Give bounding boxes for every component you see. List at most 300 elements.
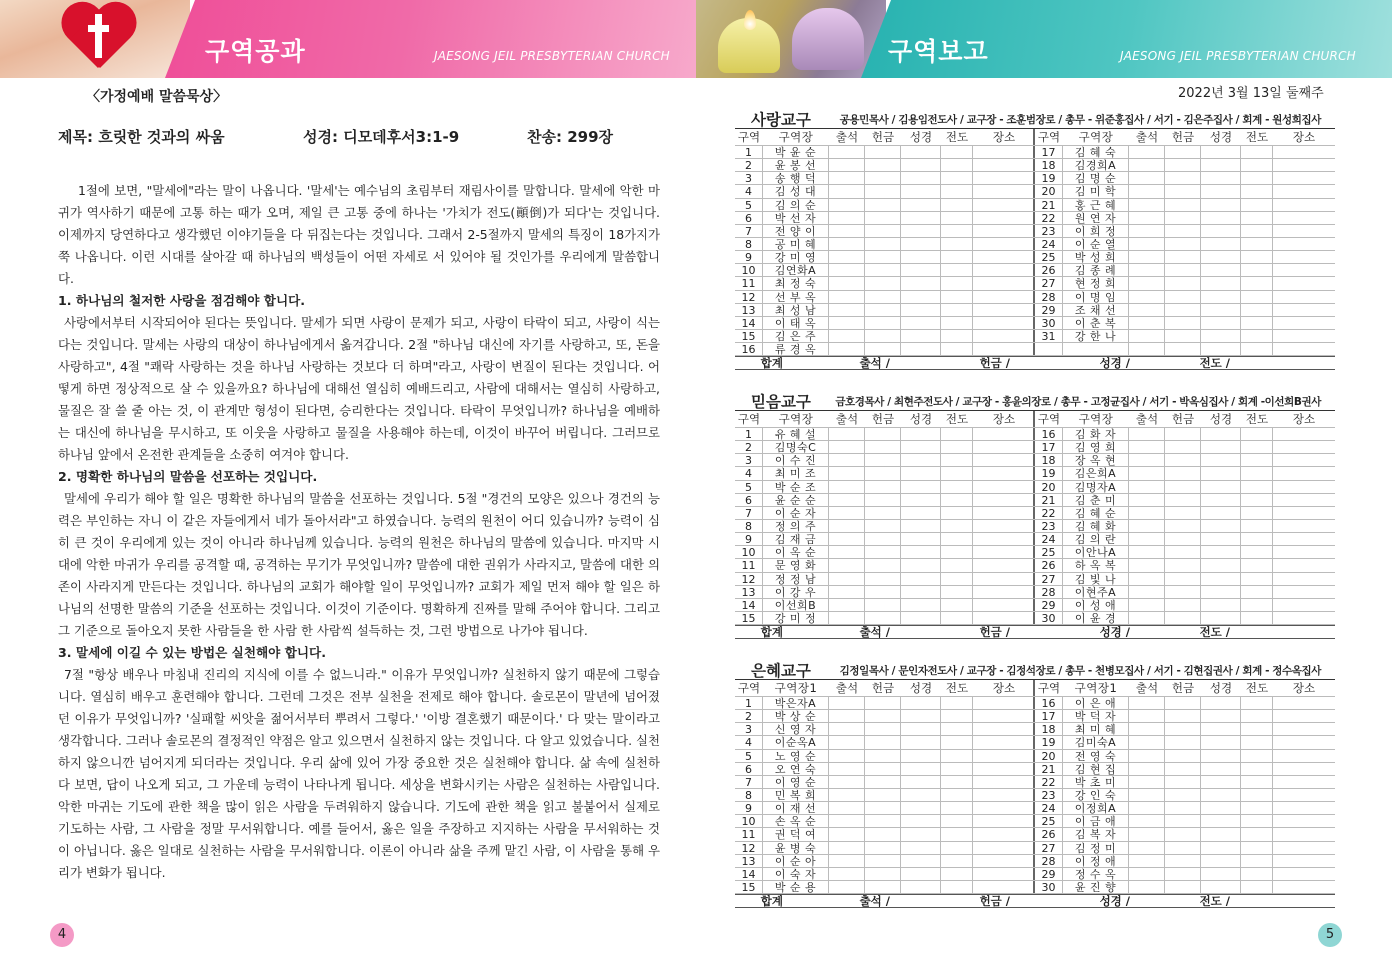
district-number: 17 [1035, 146, 1063, 159]
blank-cell [1165, 277, 1201, 290]
blank-cell [1241, 454, 1273, 467]
column-header: 헌금 [865, 411, 901, 428]
blank-cell [901, 868, 941, 881]
summary-total: 합계 [760, 894, 783, 909]
blank-cell [1273, 842, 1335, 855]
blank-cell [829, 802, 865, 815]
district-number: 26 [1035, 264, 1063, 277]
district-number: 25 [1035, 251, 1063, 264]
leader-name: 신 영 자 [763, 723, 829, 736]
district-number: 12 [735, 842, 763, 855]
blank-cell [973, 868, 1035, 881]
district-number: 4 [735, 467, 763, 480]
leader-name: 이 금 애 [1063, 815, 1129, 828]
blank-cell [1201, 533, 1241, 546]
leader-name: 손 옥 순 [763, 815, 829, 828]
blank-cell [1273, 750, 1335, 763]
blank-cell [1273, 467, 1335, 480]
heart-hands-image [0, 0, 190, 78]
blank-cell [1165, 546, 1201, 559]
summary-evangelism: 전도 / [1199, 356, 1230, 371]
district-officers: 김정일목사 / 문인자전도사 / 교구장 - 김정석장로 / 총무 - 천병모집사 / 서기 - 김현집권사 / 회계 - 정수옥집사 [839, 665, 1321, 677]
blank-cell [1273, 291, 1335, 304]
blank-cell [829, 185, 865, 198]
table-row [735, 573, 1033, 586]
blank-cell [1273, 776, 1335, 789]
blank-cell [973, 428, 1035, 441]
blank-cell [1273, 612, 1335, 625]
table-row [1035, 277, 1335, 290]
blank-cell [1129, 304, 1165, 317]
column-header: 전도 [941, 129, 973, 146]
blank-cell [941, 441, 973, 454]
blank-cell [1129, 264, 1165, 277]
blank-cell [973, 710, 1035, 723]
summary-bible: 성경 / [1099, 356, 1130, 371]
blank-cell [1129, 454, 1165, 467]
blank-cell [941, 159, 973, 172]
leader-name: 이 성 애 [1063, 599, 1129, 612]
blank-cell [901, 842, 941, 855]
blank-cell [941, 277, 973, 290]
leader-name: 김 혜 숙 [1063, 146, 1129, 159]
flame-icon [744, 10, 756, 30]
blank-cell [901, 343, 941, 356]
blank-cell [1273, 304, 1335, 317]
district-number: 7 [735, 776, 763, 789]
blank-cell [1129, 710, 1165, 723]
leader-name: 오 연 숙 [763, 763, 829, 776]
table-row [735, 520, 1033, 533]
district-number: 18 [1035, 454, 1063, 467]
table-row [1035, 533, 1335, 546]
table-row [1035, 212, 1335, 225]
table-row [1035, 789, 1335, 802]
table-row [735, 599, 1033, 612]
blank-cell [1165, 723, 1201, 736]
district-number: 19 [1035, 467, 1063, 480]
blank-cell [1241, 225, 1273, 238]
leader-name: 윤 순 순 [763, 494, 829, 507]
district-number: 6 [735, 494, 763, 507]
blank-cell [1201, 428, 1241, 441]
blank-cell [1273, 199, 1335, 212]
blank-cell [1129, 855, 1165, 868]
blank-cell [1129, 317, 1165, 330]
blank-cell [865, 441, 901, 454]
table-row [1035, 763, 1335, 776]
leader-name: 김명자A [1063, 481, 1129, 494]
blank-cell [1241, 586, 1273, 599]
blank-cell [1165, 225, 1201, 238]
blank-cell [941, 185, 973, 198]
blank-cell [941, 454, 973, 467]
blank-cell [1129, 441, 1165, 454]
column-header: 전도 [941, 680, 973, 697]
column-header: 성경 [1201, 411, 1241, 428]
table-row [735, 251, 1033, 264]
blank-cell [829, 494, 865, 507]
blank-cell [901, 277, 941, 290]
blank-cell [973, 343, 1035, 356]
blank-cell [1273, 251, 1335, 264]
blank-cell [1165, 802, 1201, 815]
blank-cell [1165, 868, 1201, 881]
column-header: 출석 [1129, 680, 1165, 697]
blank-cell [1241, 789, 1273, 802]
table-row [735, 277, 1033, 290]
table-row [1035, 317, 1335, 330]
summary-offering: 헌금 / [979, 356, 1010, 371]
blank-cell [973, 277, 1035, 290]
blank-cell [1273, 697, 1335, 710]
summary-row [735, 356, 1335, 370]
column-header: 구역 [1035, 129, 1063, 146]
blank-cell [1201, 291, 1241, 304]
district-officers: 금호경목사 / 최현주전도사 / 교구장 - 홍윤의장로 / 총무 - 고정균집사 / 서기 - 박옥심집사 / 회계 -이선희B권사 [835, 396, 1321, 408]
leader-name: 전 양 이 [763, 225, 829, 238]
district-number: 10 [735, 815, 763, 828]
district-number: 1 [735, 146, 763, 159]
table-row [735, 612, 1033, 625]
blank-cell [941, 264, 973, 277]
column-header: 장소 [973, 680, 1035, 697]
table-row [735, 546, 1033, 559]
leader-name: 하 옥 복 [1063, 559, 1129, 572]
church-name: JAESONG JEIL PRESBYTERIAN CHURCH [1120, 49, 1356, 63]
blank-cell [1165, 317, 1201, 330]
blank-cell [941, 317, 973, 330]
blank-cell [865, 842, 901, 855]
district-number: 24 [1035, 533, 1063, 546]
blank-cell [1201, 842, 1241, 855]
section-title: 구역공과 [205, 37, 306, 66]
district-number: 11 [735, 559, 763, 572]
district-name: 은혜교구 [751, 662, 811, 680]
table-row [735, 559, 1033, 572]
table-row [735, 238, 1033, 251]
table-row [735, 441, 1033, 454]
leader-name: 이 은 애 [1063, 697, 1129, 710]
blank-cell [865, 573, 901, 586]
blank-cell [1129, 343, 1165, 356]
district-officers: 공용민목사 / 김용임전도사 / 교구장 - 조훈범장로 / 총무 - 위준홍집사 / 서기 - 김은주집사 / 회계 - 원성희집사 [839, 114, 1321, 126]
leader-name: 김 현 집 [1063, 763, 1129, 776]
blank-cell [1273, 481, 1335, 494]
district-header [735, 391, 1335, 411]
blank-cell [1273, 586, 1335, 599]
table-half [1035, 411, 1335, 625]
blank-cell [901, 789, 941, 802]
blank-cell [1273, 815, 1335, 828]
blank-cell [865, 881, 901, 894]
blank-cell [1273, 238, 1335, 251]
blank-cell [941, 815, 973, 828]
blank-cell [901, 467, 941, 480]
table-row [735, 481, 1033, 494]
blank-cell [865, 343, 901, 356]
blank-cell [1201, 199, 1241, 212]
blank-cell [1241, 185, 1273, 198]
blank-cell [1241, 710, 1273, 723]
blank-cell [1165, 199, 1201, 212]
summary-attendance: 출석 / [859, 356, 890, 371]
table-half [1035, 129, 1335, 356]
district-number: 5 [735, 199, 763, 212]
table-row [735, 586, 1033, 599]
blank-cell [1129, 723, 1165, 736]
blank-cell [865, 467, 901, 480]
blank-cell [1273, 277, 1335, 290]
district-number: 7 [735, 225, 763, 238]
blank-cell [941, 559, 973, 572]
blank-cell [941, 291, 973, 304]
blank-cell [829, 264, 865, 277]
blank-cell [1201, 317, 1241, 330]
blank-cell [1241, 264, 1273, 277]
column-header: 헌금 [1165, 411, 1201, 428]
blank-cell [1241, 494, 1273, 507]
blank-cell [901, 802, 941, 815]
table-row [735, 428, 1033, 441]
blank-cell [865, 533, 901, 546]
district-number: 22 [1035, 212, 1063, 225]
blank-cell [901, 815, 941, 828]
district-number: 10 [735, 264, 763, 277]
district-number: 17 [1035, 441, 1063, 454]
column-header: 구역장 [1063, 411, 1129, 428]
district-number: 28 [1035, 855, 1063, 868]
table-header-row [1035, 680, 1335, 697]
blank-cell [1273, 185, 1335, 198]
blank-cell [865, 172, 901, 185]
blank-cell [829, 520, 865, 533]
blank-cell [829, 172, 865, 185]
blank-cell [973, 855, 1035, 868]
column-header: 성경 [1201, 129, 1241, 146]
blank-cell [829, 776, 865, 789]
column-header: 헌금 [865, 129, 901, 146]
blank-cell [973, 225, 1035, 238]
blank-cell [941, 251, 973, 264]
blank-cell [865, 802, 901, 815]
blank-cell [941, 533, 973, 546]
table-row [735, 291, 1033, 304]
district-number: 31 [1035, 330, 1063, 343]
summary-row [735, 894, 1335, 908]
district-number: 2 [735, 159, 763, 172]
blank-cell [1241, 559, 1273, 572]
blank-cell [941, 573, 973, 586]
summary-total: 합계 [760, 625, 783, 640]
blank-cell [1165, 343, 1201, 356]
table-row [735, 868, 1033, 881]
table-row [1035, 251, 1335, 264]
blank-cell [1165, 428, 1201, 441]
blank-cell [901, 612, 941, 625]
blank-cell [973, 330, 1035, 343]
blank-cell [941, 238, 973, 251]
table-row [1035, 185, 1335, 198]
blank-cell [1241, 802, 1273, 815]
blank-cell [1201, 736, 1241, 749]
blank-cell [1165, 172, 1201, 185]
blank-cell [1201, 238, 1241, 251]
blank-cell [1165, 212, 1201, 225]
district-number: 9 [735, 251, 763, 264]
blank-cell [1129, 467, 1165, 480]
blank-cell [901, 238, 941, 251]
blank-cell [1241, 277, 1273, 290]
table-row [735, 802, 1033, 815]
district-number: 26 [1035, 828, 1063, 841]
blank-cell [973, 185, 1035, 198]
table-row [735, 697, 1033, 710]
blank-cell [829, 330, 865, 343]
table-half [735, 411, 1035, 625]
blank-cell [973, 881, 1035, 894]
leader-name: 김미숙A [1063, 736, 1129, 749]
blank-cell [865, 599, 901, 612]
blank-cell [1241, 776, 1273, 789]
table-row [735, 317, 1033, 330]
column-header: 장소 [1273, 129, 1335, 146]
summary-offering: 헌금 / [979, 894, 1010, 909]
blank-cell [1273, 159, 1335, 172]
blank-cell [1165, 599, 1201, 612]
blank-cell [941, 868, 973, 881]
column-header: 구역 [735, 129, 763, 146]
leader-name: 선 부 옥 [763, 291, 829, 304]
blank-cell [1129, 507, 1165, 520]
leader-name: 공 미 혜 [763, 238, 829, 251]
blank-cell [829, 238, 865, 251]
blank-cell [1273, 507, 1335, 520]
blank-cell [865, 789, 901, 802]
blank-cell [1165, 697, 1201, 710]
table-row [1035, 454, 1335, 467]
leader-name: 김은희A [1063, 467, 1129, 480]
blank-cell [941, 855, 973, 868]
leader-name: 김 명 순 [1063, 172, 1129, 185]
blank-cell [865, 520, 901, 533]
blank-cell [1129, 520, 1165, 533]
leader-name: 김명숙C [763, 441, 829, 454]
hymn-number: 찬송: 299장 [527, 128, 614, 146]
table-row [735, 881, 1033, 894]
blank-cell [1241, 428, 1273, 441]
leader-name: 이선희B [763, 599, 829, 612]
blank-cell [1241, 868, 1273, 881]
blank-cell [829, 789, 865, 802]
blank-cell [865, 238, 901, 251]
district-number: 21 [1035, 763, 1063, 776]
leader-name: 박 윤 순 [763, 146, 829, 159]
leader-name: 이안나A [1063, 546, 1129, 559]
blank-cell [973, 789, 1035, 802]
leader-name: 김연화A [763, 264, 829, 277]
summary-attendance: 출석 / [859, 625, 890, 640]
district-number: 27 [1035, 573, 1063, 586]
blank-cell [1165, 586, 1201, 599]
blank-cell [941, 710, 973, 723]
leader-name: 박은자A [763, 697, 829, 710]
blank-cell [1273, 789, 1335, 802]
blank-cell [1241, 599, 1273, 612]
district-name: 사랑교구 [751, 111, 811, 129]
blank-cell [973, 441, 1035, 454]
table-row [735, 494, 1033, 507]
blank-cell [1201, 212, 1241, 225]
table-row [735, 199, 1033, 212]
blank-cell [901, 750, 941, 763]
blank-cell [1201, 454, 1241, 467]
blank-cell [1241, 723, 1273, 736]
district-number [1035, 343, 1063, 356]
blank-cell [1129, 697, 1165, 710]
blank-cell [829, 868, 865, 881]
column-header: 출석 [1129, 129, 1165, 146]
district-number: 20 [1035, 750, 1063, 763]
blank-cell [973, 494, 1035, 507]
column-header: 구역 [735, 680, 763, 697]
column-header: 구역장 [1063, 129, 1129, 146]
blank-cell [865, 559, 901, 572]
district-number: 10 [735, 546, 763, 559]
blank-cell [865, 763, 901, 776]
blank-cell [901, 763, 941, 776]
district-number: 15 [735, 330, 763, 343]
blank-cell [865, 304, 901, 317]
blank-cell [1165, 828, 1201, 841]
blank-cell [1241, 815, 1273, 828]
blank-cell [829, 481, 865, 494]
blank-cell [941, 776, 973, 789]
blank-cell [829, 454, 865, 467]
blank-cell [901, 533, 941, 546]
blank-cell [1273, 520, 1335, 533]
blank-cell [1165, 533, 1201, 546]
blank-cell [829, 441, 865, 454]
blank-cell [1201, 559, 1241, 572]
header-left [0, 0, 696, 78]
blank-cell [941, 842, 973, 855]
blank-cell [829, 533, 865, 546]
district-table [735, 411, 1335, 625]
table-row [735, 330, 1033, 343]
table-row [735, 172, 1033, 185]
blank-cell [1201, 828, 1241, 841]
blank-cell [1241, 546, 1273, 559]
blank-cell [829, 828, 865, 841]
blank-cell [865, 586, 901, 599]
column-header: 구역 [1035, 411, 1063, 428]
leader-name: 박 초 미 [1063, 776, 1129, 789]
blank-cell [1273, 828, 1335, 841]
blank-cell [1129, 146, 1165, 159]
blank-cell [1241, 441, 1273, 454]
leader-name: 김 성 대 [763, 185, 829, 198]
column-header: 헌금 [1165, 129, 1201, 146]
column-header: 전도 [941, 411, 973, 428]
blank-cell [1273, 546, 1335, 559]
leader-name: 김 혜 순 [1063, 507, 1129, 520]
blank-cell [973, 776, 1035, 789]
table-header-row [1035, 129, 1335, 146]
table-header-row [735, 411, 1033, 428]
blank-cell [1201, 481, 1241, 494]
table-row [735, 343, 1033, 356]
